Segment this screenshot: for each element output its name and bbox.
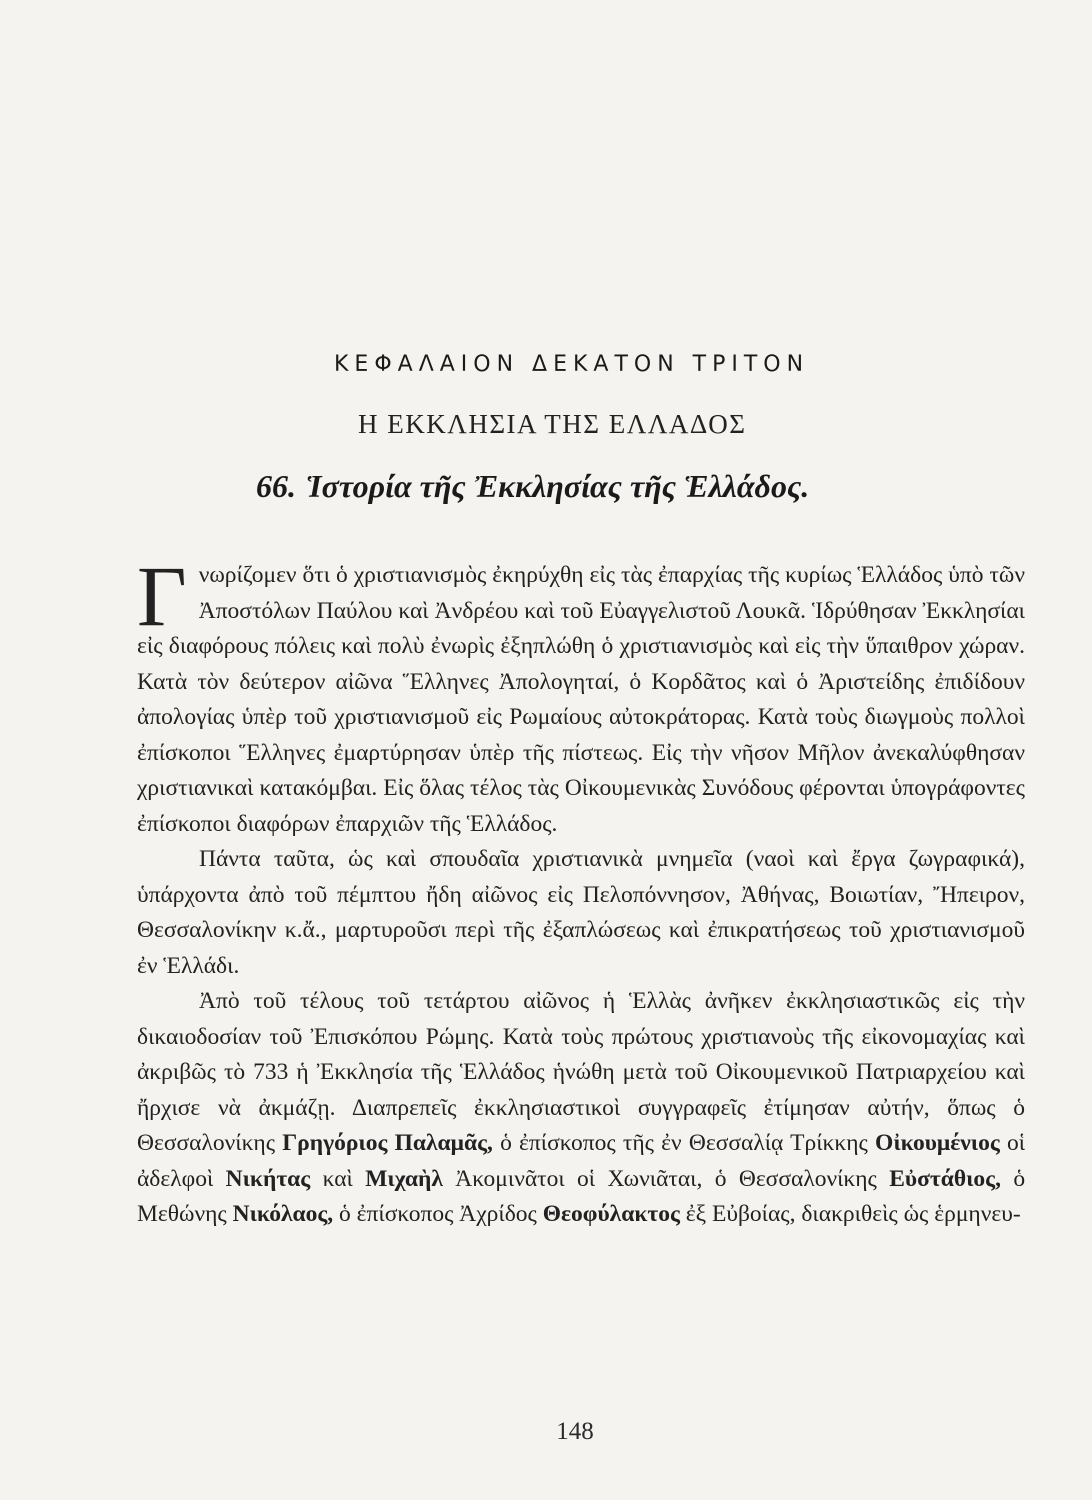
body-text xyxy=(137,548,1026,1233)
chapter-title: Η ΕΚΚΛΗΣΙΑ ΤΗΣ ΕΛΛΑΔΟΣ xyxy=(358,409,747,439)
paragraph-1-text: νωρίζομεν ὅτι ὁ χριστιανισμὸς ἐκηρύχθη εἰς τὰς ἐπαρχίας τῆς κυρίως Ἑλλάδος ὑπὸ τῶν Ἀποστόλων Παύλου καὶ Ἀνδρέου καὶ τοῦ Εὐαγγελιστοῦ Λουκᾶ. Ἱδρύθησαν Ἐκκλησίαι εἰς διαφόρους πόλεις καὶ πολὺ ἐνωρὶς ἐξηπλώθη ὁ χριστιανισμὸς καὶ εἰς τὴν ὕπαιθρον χώραν. Κατὰ τὸν δεύτερον αἰῶνα Ἕλληνες Ἀπολογηταί, ὁ Κορδᾶτος καὶ ὁ Ἀριστείδης ἐπιδίδουν ἀπολογίας ὑπὲρ τοῦ χριστιανισμοῦ εἰς Ρωμαίους αὐτοκράτορας. Κατὰ τοὺς διωγμοὺς πολλοὶ ἐπίσκοποι Ἕλληνες ἐμαρτύρησαν ὑπὲρ τῆς πίστεως. Εἰς τὴν νῆσον Μῆλον ἀνεκαλύφθησαν χριστιανικαὶ κατακόμβαι. Εἰς ὅλας τέλος τὰς Οἰκουμενικὰς Συνόδους φέρονται ὑπογράφοντες ἐπίσκοποι διαφόρων ἐπαρχιῶν τῆς Ἑλλάδος. xyxy=(137,562,1025,837)
name-oikoumenios: Οἰκουμένιος xyxy=(875,1130,1000,1156)
paragraph-1 xyxy=(137,548,1025,842)
bleed-through-shadow xyxy=(130,70,850,370)
paragraph-3-text: ἐξ Εὐβοίας, διακριθεὶς ὡς ἑρμηνευ- xyxy=(685,1201,1021,1227)
paragraph-3-text: οἱ ἀδελφοὶ xyxy=(137,1130,1026,1192)
paragraph-2-text: Πάντα ταῦτα, ὡς καὶ σπουδαῖα χριστιανικὰ μνημεῖα (ναοὶ καὶ ἔργα ζωγραφικά), ὑπάρχοντα ἀπὸ τοῦ πέμπτου ἤδη αἰῶνος εἰς Πελοπόννησον, Ἀθήνας, Βοιωτίαν, Ἤπειρον, Θεσσαλονίκην κ.ἄ., μαρτυροῦσι περὶ τῆς ἐξαπλώσεως καὶ ἐπικρατήσεως τοῦ χριστιανισμοῦ ἐν Ἑλλάδι. xyxy=(137,846,1025,979)
name-niketas: Νικήτας xyxy=(225,1165,311,1192)
paragraph-2 xyxy=(137,842,1025,984)
paragraph-3-text: ὁ ἐπίσκοπος τῆς ἐν Θεσσαλίᾳ Τρίκκης xyxy=(500,1130,868,1156)
paragraph-3-text: ὁ Μεθώνης xyxy=(137,1165,1026,1227)
name-theophylaktos: Θεοφύλακτος xyxy=(542,1201,680,1227)
paragraph-3 xyxy=(137,984,1025,1233)
paragraph-3-text: ὁ ἐπίσκοπος Ἀχρίδος xyxy=(339,1201,537,1227)
paragraph-3-text: Ἀκομινᾶτοι οἱ Χωνιᾶται, ὁ Θεσσαλονίκης xyxy=(455,1165,877,1192)
name-eustathios: Εὐστάθιος, xyxy=(889,1165,1001,1192)
page-number: 148 xyxy=(556,1418,594,1445)
name-michael: Μιχαὴλ xyxy=(365,1165,443,1192)
paragraph-3-text: καὶ xyxy=(322,1165,353,1192)
drop-cap: Γ xyxy=(137,548,187,644)
name-gregorios-palamas: Γρηγόριος Παλαμᾶς, xyxy=(282,1130,493,1156)
name-nikolaos: Νικόλαος, xyxy=(232,1201,334,1227)
paragraph-3-text: Ἀπὸ τοῦ τέλους τοῦ τετάρτου αἰῶνος ἡ Ἑλλὰς ἀνῆκεν ἐκκλησιαστικῶς εἰς τὴν δικαιοδοσίαν τοῦ Ἐπισκόπου Ρώμης. Κατὰ τοὺς πρώτους χριστιανοὺς τῆς εἰκονομαχίας καὶ ἀκριβῶς τὸ 733 ἡ Ἐκκλησία τῆς Ἑλλάδος ἡνώθη μετὰ τοῦ Οἰκουμενικοῦ Πατριαρχείου καὶ ἤρχισε νὰ ἀκμάζῃ. Διαπρεπεῖς ἐκκλησιαστικοὶ συγγραφεῖς ἐτίμησαν αὐτήν, ὅπως ὁ Θεσσαλονίκης xyxy=(137,988,1025,1156)
section-heading xyxy=(256,468,819,505)
section-title: Ἱστορία τῆς Ἐκκλησίας τῆς Ἑλλάδος. xyxy=(306,468,810,504)
chapter-label: ΚΕΦΑΛΑΙΟΝ ΔΕΚΑΤΟΝ ΤΡΙΤΟΝ xyxy=(334,352,810,377)
section-number: 66. xyxy=(256,468,296,504)
